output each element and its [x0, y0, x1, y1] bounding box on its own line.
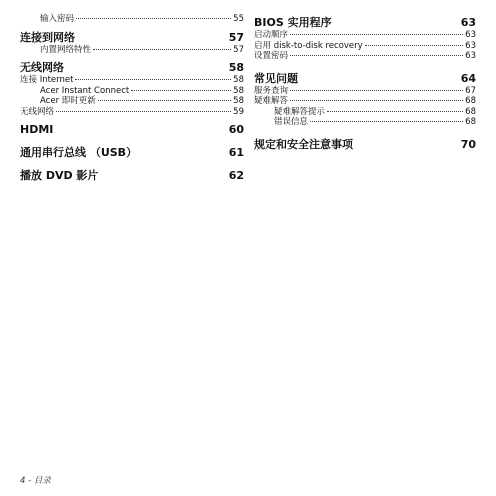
dot-leader	[290, 90, 463, 91]
dot-leader	[290, 34, 463, 35]
toc-heading-label: 规定和安全注意事项	[254, 137, 353, 151]
toc-heading-label: 连接到网络	[20, 30, 75, 44]
toc-page-number: 61	[228, 146, 244, 159]
toc-entry-label: 启用 disk-to-disk recovery	[254, 40, 363, 51]
toc-page-number: 68	[465, 96, 476, 106]
toc-entry-label: 启动顺序	[254, 30, 289, 40]
toc-entry-error-messages[interactable]	[254, 117, 476, 128]
toc-entry-label: 内置网络特性	[40, 44, 92, 55]
toc-entry-label: Acer 即时更新	[40, 96, 96, 106]
toc-heading-faq[interactable]	[254, 72, 476, 85]
toc-page-number: 68	[465, 117, 476, 127]
toc-page-number: 60	[228, 123, 244, 136]
toc-entry-troubleshooting[interactable]	[254, 96, 476, 107]
toc-entry-acer-instant-update[interactable]	[20, 96, 244, 107]
page-footer: 4 - 目录	[20, 476, 51, 486]
toc-entry-wireless-network[interactable]	[20, 107, 244, 118]
toc-right-column	[254, 14, 476, 152]
toc-heading-label: 通用串行总线 （USB）	[20, 146, 138, 159]
toc-entry-label: 错误信息	[274, 117, 309, 127]
toc-entry-d2d-recovery[interactable]	[254, 41, 476, 52]
dot-leader	[290, 100, 463, 101]
toc-entry-label: 无线网络	[20, 106, 55, 117]
toc-heading-regulatory[interactable]	[254, 138, 476, 151]
dot-leader	[310, 121, 463, 122]
toc-heading-hdmi[interactable]	[20, 123, 244, 136]
toc-entry-builtin-network[interactable]	[20, 45, 244, 56]
toc-page-number: 58	[233, 75, 244, 85]
toc-heading-label: BIOS 实用程序	[254, 16, 332, 29]
toc-heading-connect-network[interactable]	[20, 31, 244, 44]
toc-page-number: 70	[460, 137, 476, 151]
dot-leader	[327, 111, 463, 112]
toc-page-number: 58	[233, 96, 244, 106]
toc-entry-label: 连接 Internet	[20, 75, 74, 85]
dot-leader	[75, 79, 231, 80]
toc-heading-label: HDMI	[20, 123, 54, 136]
toc-entry-label: 输入密码	[40, 14, 75, 24]
toc-entry-service-inquiry[interactable]	[254, 86, 476, 97]
dot-leader	[98, 100, 231, 101]
dot-leader	[365, 45, 464, 46]
toc-page-number: 63	[460, 16, 476, 29]
dot-leader	[131, 90, 231, 91]
toc-left-column	[20, 14, 244, 183]
toc-entry-enter-password[interactable]	[20, 14, 244, 25]
dot-leader	[76, 18, 231, 19]
toc-entry-boot-order[interactable]	[254, 30, 476, 41]
toc-entry-label: Acer Instant Connect	[40, 85, 130, 96]
toc-entry-label: 服务查询	[254, 85, 289, 96]
toc-entry-label: 疑难解答提示	[274, 106, 326, 117]
toc-page-number: 58	[233, 85, 244, 96]
toc-entry-connect-internet[interactable]	[20, 75, 244, 86]
toc-heading-bios[interactable]	[254, 16, 476, 29]
dot-leader	[93, 49, 231, 50]
toc-page-number: 57	[228, 30, 244, 44]
dot-leader	[290, 55, 463, 56]
toc-entry-troubleshooting-tips[interactable]	[254, 107, 476, 118]
toc-page-number: 57	[233, 44, 244, 55]
toc-heading-label: 无线网络	[20, 61, 64, 74]
toc-heading-usb[interactable]	[20, 146, 244, 159]
toc-entry-label: 设置密码	[254, 51, 289, 61]
toc-page-number: 55	[233, 14, 244, 24]
toc-page-number: 62	[228, 169, 244, 182]
toc-heading-dvd[interactable]	[20, 169, 244, 182]
toc-entry-acer-instant-connect[interactable]	[20, 86, 244, 97]
toc-page-number: 68	[465, 106, 476, 117]
toc-page-number: 63	[465, 40, 476, 51]
toc-page-number: 63	[465, 30, 476, 40]
toc-heading-wireless[interactable]	[20, 61, 244, 74]
toc-entry-label: 疑难解答	[254, 96, 289, 106]
toc-page-number: 59	[233, 106, 244, 117]
dot-leader	[56, 111, 231, 112]
toc-page-number: 67	[465, 85, 476, 96]
toc-heading-label: 播放 DVD 影片	[20, 169, 99, 182]
toc-heading-label: 常见问题	[254, 71, 298, 85]
toc-page-number: 63	[465, 51, 476, 61]
toc-page-number: 64	[460, 71, 476, 85]
toc-page-number: 58	[228, 61, 244, 74]
toc-entry-set-password[interactable]	[254, 51, 476, 62]
